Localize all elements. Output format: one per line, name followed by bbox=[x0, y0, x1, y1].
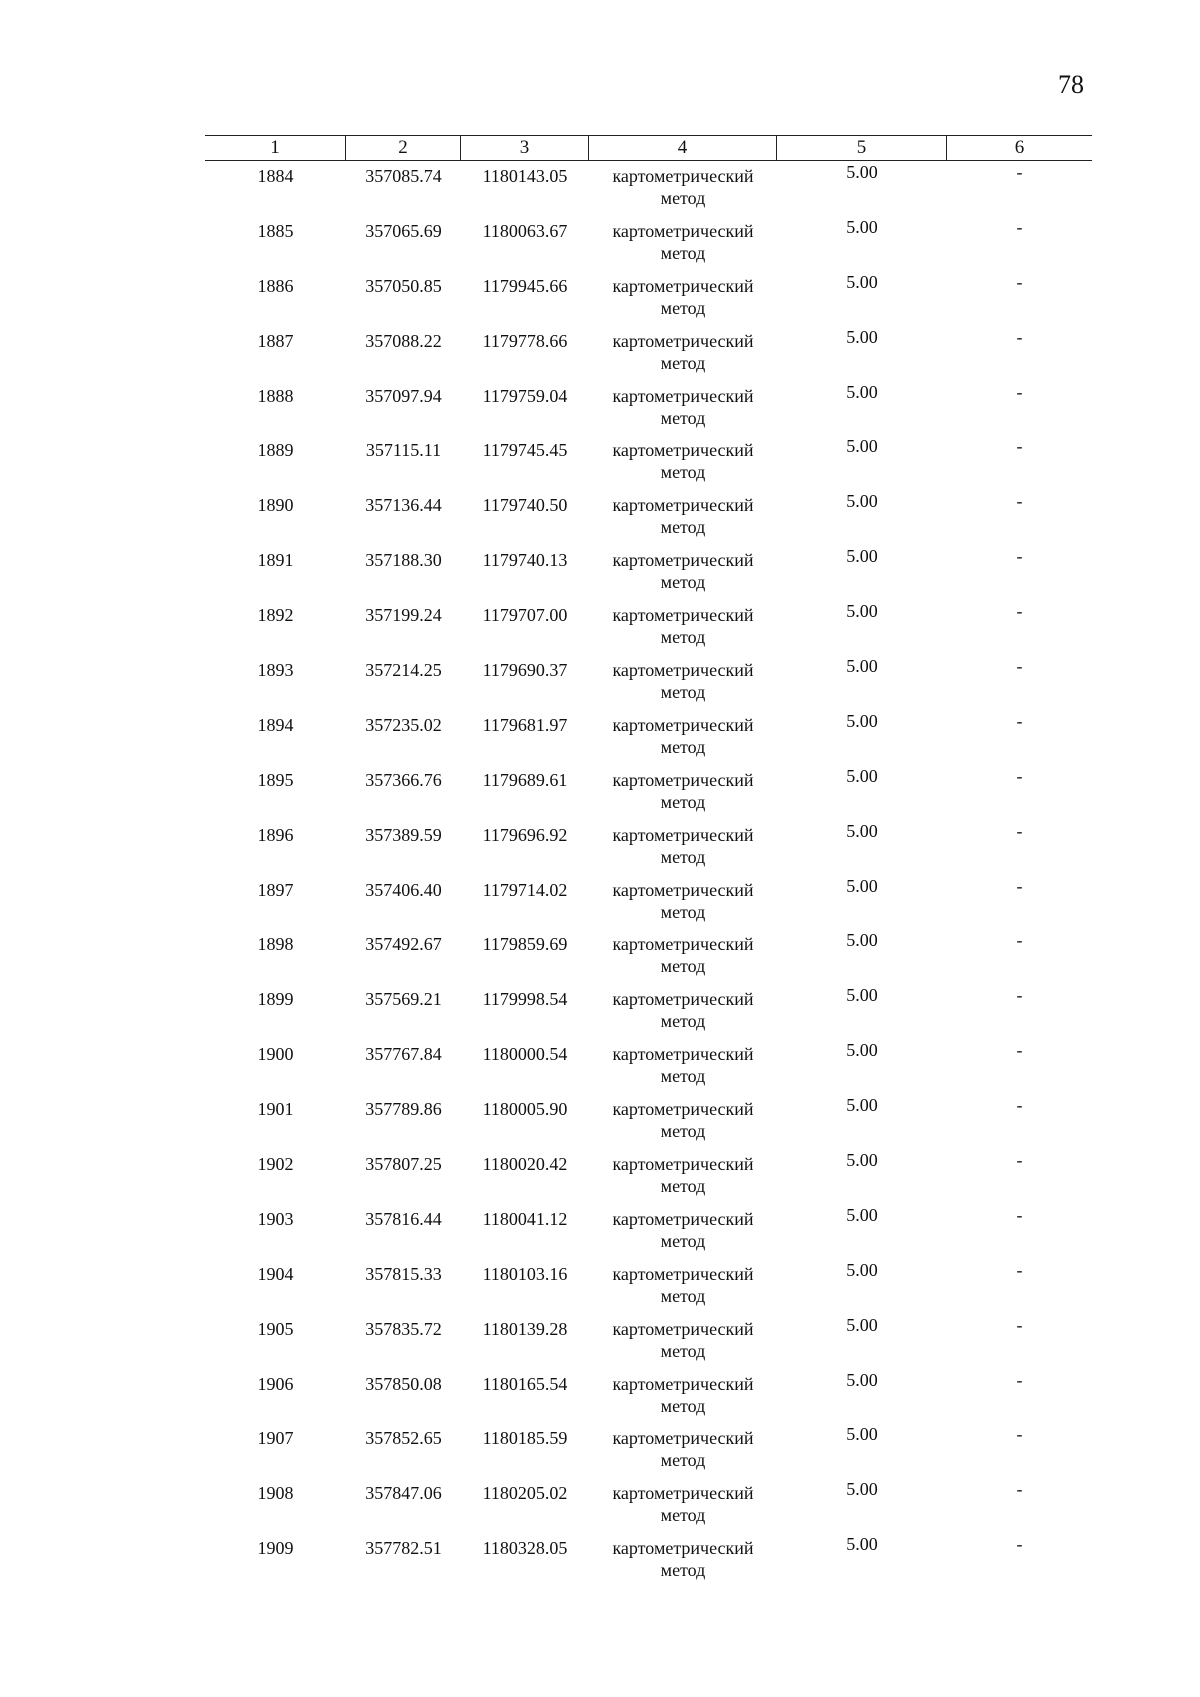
header-cell-5: 5 bbox=[777, 136, 947, 160]
method-line-2: метод bbox=[660, 242, 706, 263]
method-line-2: метод bbox=[660, 297, 706, 318]
point-number-cell: 1888 bbox=[257, 385, 294, 406]
point-number-cell: 1897 bbox=[257, 879, 294, 900]
method-cell bbox=[589, 1478, 777, 1533]
x-coordinate-cell: 357782.51 bbox=[365, 1538, 442, 1559]
page-number: 78 bbox=[1058, 70, 1084, 99]
method-cell bbox=[589, 1314, 777, 1369]
method-line-2: метод bbox=[660, 1066, 706, 1087]
method-line-1: картометрический bbox=[612, 824, 754, 845]
y-coordinate-cell: 1179690.37 bbox=[482, 660, 568, 681]
accuracy-cell: 5.00 bbox=[846, 1534, 878, 1555]
accuracy-cell: 5.00 bbox=[846, 326, 878, 347]
method-cell bbox=[589, 545, 777, 600]
method-line-2: метод bbox=[660, 682, 706, 703]
table-row bbox=[205, 875, 1092, 930]
y-coordinate-cell: 1179759.04 bbox=[482, 385, 568, 406]
point-number-cell: 1895 bbox=[257, 769, 294, 790]
note-cell: - bbox=[1016, 1314, 1023, 1335]
point-number-cell: 1909 bbox=[257, 1538, 294, 1559]
x-coordinate-cell: 357835.72 bbox=[365, 1318, 442, 1339]
y-coordinate-cell: 1180139.28 bbox=[482, 1318, 568, 1339]
note-cell: - bbox=[1016, 381, 1023, 402]
point-number-cell: 1907 bbox=[257, 1428, 294, 1449]
accuracy-cell: 5.00 bbox=[846, 1424, 878, 1445]
method-cell bbox=[589, 765, 777, 820]
method-cell bbox=[589, 1369, 777, 1424]
accuracy-cell: 5.00 bbox=[846, 601, 878, 622]
method-cell bbox=[589, 435, 777, 490]
method-line-2: метод bbox=[660, 1395, 706, 1416]
method-line-2: метод bbox=[660, 1560, 706, 1581]
method-line-2: метод bbox=[660, 188, 706, 208]
point-number-cell: 1902 bbox=[257, 1154, 294, 1175]
x-coordinate-cell: 357366.76 bbox=[365, 769, 442, 790]
header-cell-4: 4 bbox=[589, 136, 777, 160]
x-coordinate-cell: 357085.74 bbox=[365, 166, 442, 186]
note-cell: - bbox=[1016, 985, 1023, 1006]
note-cell: - bbox=[1016, 820, 1023, 841]
x-coordinate-cell: 357847.06 bbox=[365, 1483, 442, 1504]
y-coordinate-cell: 1180205.02 bbox=[482, 1483, 568, 1504]
method-line-1: картометрический bbox=[612, 1208, 754, 1229]
x-coordinate-cell: 357569.21 bbox=[365, 989, 442, 1010]
method-cell bbox=[589, 875, 777, 930]
x-coordinate-cell: 357214.25 bbox=[365, 660, 442, 681]
method-line-1: картометрический bbox=[612, 989, 754, 1010]
method-line-1: картометрический bbox=[612, 166, 754, 186]
y-coordinate-cell: 1180000.54 bbox=[482, 1044, 568, 1065]
method-line-1: картометрический bbox=[612, 1538, 754, 1559]
table-row bbox=[205, 984, 1092, 1039]
method-line-2: метод bbox=[660, 572, 706, 593]
method-line-1: картометрический bbox=[612, 220, 754, 241]
accuracy-cell: 5.00 bbox=[846, 1150, 878, 1171]
method-line-2: метод bbox=[660, 462, 706, 483]
method-line-2: метод bbox=[660, 1340, 706, 1361]
note-cell: - bbox=[1016, 1204, 1023, 1225]
accuracy-cell: 5.00 bbox=[846, 436, 878, 457]
x-coordinate-cell: 357807.25 bbox=[365, 1154, 442, 1175]
header-cell-1: 1 bbox=[205, 136, 346, 160]
method-line-2: метод bbox=[660, 407, 706, 428]
point-number-cell: 1905 bbox=[257, 1318, 294, 1339]
accuracy-cell: 5.00 bbox=[846, 271, 878, 292]
table-header bbox=[205, 135, 1092, 161]
note-cell: - bbox=[1016, 710, 1023, 731]
method-cell bbox=[589, 1423, 777, 1478]
table-row bbox=[205, 655, 1092, 710]
method-line-1: картометрический bbox=[612, 1428, 754, 1449]
y-coordinate-cell: 1180165.54 bbox=[482, 1373, 568, 1394]
point-number-cell: 1889 bbox=[257, 440, 294, 461]
point-number-cell: 1900 bbox=[257, 1044, 294, 1065]
note-cell: - bbox=[1016, 930, 1023, 951]
table-row bbox=[205, 765, 1092, 820]
point-number-cell: 1891 bbox=[257, 550, 294, 571]
method-line-1: картометрический bbox=[612, 330, 754, 351]
table-row bbox=[205, 1314, 1092, 1369]
method-line-2: метод bbox=[660, 901, 706, 922]
x-coordinate-cell: 357188.30 bbox=[365, 550, 442, 571]
point-number-cell: 1899 bbox=[257, 989, 294, 1010]
method-line-2: метод bbox=[660, 846, 706, 867]
note-cell: - bbox=[1016, 326, 1023, 347]
method-cell bbox=[589, 271, 777, 326]
method-cell bbox=[589, 381, 777, 436]
point-number-cell: 1908 bbox=[257, 1483, 294, 1504]
note-cell: - bbox=[1016, 271, 1023, 292]
accuracy-cell: 5.00 bbox=[846, 216, 878, 237]
accuracy-cell: 5.00 bbox=[846, 875, 878, 896]
method-line-1: картометрический bbox=[612, 385, 754, 406]
method-line-1: картометрический bbox=[612, 1373, 754, 1394]
method-line-1: картометрический bbox=[612, 714, 754, 735]
note-cell: - bbox=[1016, 1479, 1023, 1500]
table-row bbox=[205, 1478, 1092, 1533]
method-line-1: картометрический bbox=[612, 605, 754, 626]
method-cell bbox=[589, 1094, 777, 1149]
accuracy-cell: 5.00 bbox=[846, 1040, 878, 1061]
table-row bbox=[205, 435, 1092, 490]
accuracy-cell: 5.00 bbox=[846, 1259, 878, 1280]
point-number-cell: 1904 bbox=[257, 1263, 294, 1284]
table-row bbox=[205, 1039, 1092, 1094]
x-coordinate-cell: 357050.85 bbox=[365, 275, 442, 296]
x-coordinate-cell: 357389.59 bbox=[365, 824, 442, 845]
method-line-2: метод bbox=[660, 1230, 706, 1251]
y-coordinate-cell: 1179945.66 bbox=[482, 275, 568, 296]
method-cell bbox=[589, 820, 777, 875]
method-cell bbox=[589, 600, 777, 655]
x-coordinate-cell: 357199.24 bbox=[365, 605, 442, 626]
accuracy-cell: 5.00 bbox=[846, 491, 878, 512]
y-coordinate-cell: 1179681.97 bbox=[482, 714, 568, 735]
note-cell: - bbox=[1016, 1259, 1023, 1280]
accuracy-cell: 5.00 bbox=[846, 656, 878, 677]
y-coordinate-cell: 1179745.45 bbox=[482, 440, 568, 461]
y-coordinate-cell: 1179859.69 bbox=[482, 934, 568, 955]
method-line-1: картометрический bbox=[612, 660, 754, 681]
x-coordinate-cell: 357235.02 bbox=[365, 714, 442, 735]
table-row bbox=[205, 1369, 1092, 1424]
table-row bbox=[205, 1423, 1092, 1478]
x-coordinate-cell: 357065.69 bbox=[365, 220, 442, 241]
point-number-cell: 1906 bbox=[257, 1373, 294, 1394]
accuracy-cell: 5.00 bbox=[846, 1314, 878, 1335]
note-cell: - bbox=[1016, 162, 1023, 182]
method-line-2: метод bbox=[660, 627, 706, 648]
method-line-2: метод bbox=[660, 517, 706, 538]
method-line-2: метод bbox=[660, 791, 706, 812]
note-cell: - bbox=[1016, 216, 1023, 237]
point-number-cell: 1898 bbox=[257, 934, 294, 955]
note-cell: - bbox=[1016, 1150, 1023, 1171]
method-cell bbox=[589, 161, 777, 216]
note-cell: - bbox=[1016, 1095, 1023, 1116]
x-coordinate-cell: 357816.44 bbox=[365, 1208, 442, 1229]
method-line-1: картометрический bbox=[612, 495, 754, 516]
y-coordinate-cell: 1179778.66 bbox=[482, 330, 568, 351]
accuracy-cell: 5.00 bbox=[846, 1369, 878, 1390]
method-line-1: картометрический bbox=[612, 879, 754, 900]
point-number-cell: 1884 bbox=[257, 166, 294, 186]
method-cell bbox=[589, 1204, 777, 1259]
x-coordinate-cell: 357850.08 bbox=[365, 1373, 442, 1394]
table-row bbox=[205, 271, 1092, 326]
accuracy-cell: 5.00 bbox=[846, 765, 878, 786]
method-line-1: картометрический bbox=[612, 1154, 754, 1175]
header-cell-6: 6 bbox=[1014, 137, 1025, 158]
y-coordinate-cell: 1180185.59 bbox=[482, 1428, 568, 1449]
table-row bbox=[205, 710, 1092, 765]
x-coordinate-cell: 357767.84 bbox=[365, 1044, 442, 1065]
method-line-1: картометрический bbox=[612, 934, 754, 955]
table-row bbox=[205, 545, 1092, 600]
table-row bbox=[205, 1094, 1092, 1149]
method-line-1: картометрический bbox=[612, 1044, 754, 1065]
method-line-2: метод bbox=[660, 1285, 706, 1306]
method-line-1: картометрический bbox=[612, 550, 754, 571]
table-row bbox=[205, 326, 1092, 381]
point-number-cell: 1890 bbox=[257, 495, 294, 516]
method-line-1: картометрический bbox=[612, 1318, 754, 1339]
method-line-1: картометрический bbox=[612, 275, 754, 296]
y-coordinate-cell: 1179740.50 bbox=[482, 495, 568, 516]
note-cell: - bbox=[1016, 436, 1023, 457]
table-row bbox=[205, 161, 1092, 216]
x-coordinate-cell: 357815.33 bbox=[365, 1263, 442, 1284]
accuracy-cell: 5.00 bbox=[846, 546, 878, 567]
y-coordinate-cell: 1180143.05 bbox=[482, 166, 568, 186]
x-coordinate-cell: 357789.86 bbox=[365, 1099, 442, 1120]
accuracy-cell: 5.00 bbox=[846, 1095, 878, 1116]
note-cell: - bbox=[1016, 875, 1023, 896]
method-line-1: картометрический bbox=[612, 769, 754, 790]
table-row bbox=[205, 216, 1092, 271]
table-row bbox=[205, 1533, 1092, 1588]
method-line-2: метод bbox=[660, 352, 706, 373]
point-number-cell: 1896 bbox=[257, 824, 294, 845]
y-coordinate-cell: 1179740.13 bbox=[482, 550, 568, 571]
point-number-cell: 1901 bbox=[257, 1099, 294, 1120]
note-cell: - bbox=[1016, 765, 1023, 786]
header-cell-2: 2 bbox=[346, 136, 461, 160]
point-number-cell: 1893 bbox=[257, 660, 294, 681]
y-coordinate-cell: 1179714.02 bbox=[482, 879, 568, 900]
accuracy-cell: 5.00 bbox=[846, 930, 878, 951]
note-cell: - bbox=[1016, 1424, 1023, 1445]
accuracy-cell: 5.00 bbox=[846, 162, 878, 182]
method-cell bbox=[589, 1039, 777, 1094]
method-line-2: метод bbox=[660, 1121, 706, 1142]
point-number-cell: 1885 bbox=[257, 220, 294, 241]
header-cell-3: 3 bbox=[461, 136, 589, 160]
x-coordinate-cell: 357406.40 bbox=[365, 879, 442, 900]
x-coordinate-cell: 357136.44 bbox=[365, 495, 442, 516]
note-cell: - bbox=[1016, 546, 1023, 567]
point-number-cell: 1903 bbox=[257, 1208, 294, 1229]
point-number-cell: 1892 bbox=[257, 605, 294, 626]
method-line-2: метод bbox=[660, 1011, 706, 1032]
method-cell bbox=[589, 655, 777, 710]
method-cell bbox=[589, 1259, 777, 1314]
method-cell bbox=[589, 1149, 777, 1204]
table-row bbox=[205, 600, 1092, 655]
y-coordinate-cell: 1180005.90 bbox=[482, 1099, 568, 1120]
y-coordinate-cell: 1179998.54 bbox=[482, 989, 568, 1010]
accuracy-cell: 5.00 bbox=[846, 1204, 878, 1225]
method-cell bbox=[589, 1533, 777, 1588]
method-cell bbox=[589, 929, 777, 984]
method-cell bbox=[589, 326, 777, 381]
accuracy-cell: 5.00 bbox=[846, 381, 878, 402]
note-cell: - bbox=[1016, 491, 1023, 512]
table-row bbox=[205, 1259, 1092, 1314]
method-line-2: метод bbox=[660, 956, 706, 977]
x-coordinate-cell: 357852.65 bbox=[365, 1428, 442, 1449]
note-cell: - bbox=[1016, 656, 1023, 677]
y-coordinate-cell: 1179689.61 bbox=[482, 769, 568, 790]
x-coordinate-cell: 357097.94 bbox=[365, 385, 442, 406]
x-coordinate-cell: 357088.22 bbox=[365, 330, 442, 351]
point-number-cell: 1887 bbox=[257, 330, 294, 351]
table-body bbox=[205, 161, 1092, 1588]
table-row bbox=[205, 820, 1092, 875]
x-coordinate-cell: 357115.11 bbox=[365, 440, 442, 461]
method-cell bbox=[589, 710, 777, 765]
table-row bbox=[205, 490, 1092, 545]
method-line-1: картометрический bbox=[612, 1263, 754, 1284]
accuracy-cell: 5.00 bbox=[846, 820, 878, 841]
accuracy-cell: 5.00 bbox=[846, 710, 878, 731]
method-line-2: метод bbox=[660, 736, 706, 757]
coordinates-table bbox=[205, 135, 1092, 1588]
y-coordinate-cell: 1180328.05 bbox=[482, 1538, 568, 1559]
y-coordinate-cell: 1180041.12 bbox=[482, 1208, 568, 1229]
point-number-cell: 1894 bbox=[257, 714, 294, 735]
method-line-1: картометрический bbox=[612, 1099, 754, 1120]
y-coordinate-cell: 1180063.67 bbox=[482, 220, 568, 241]
accuracy-cell: 5.00 bbox=[846, 1479, 878, 1500]
method-line-2: метод bbox=[660, 1450, 706, 1471]
note-cell: - bbox=[1016, 1040, 1023, 1061]
point-number-cell: 1886 bbox=[257, 275, 294, 296]
y-coordinate-cell: 1179696.92 bbox=[482, 824, 568, 845]
method-cell bbox=[589, 984, 777, 1039]
method-line-1: картометрический bbox=[612, 1483, 754, 1504]
method-line-2: метод bbox=[660, 1505, 706, 1526]
note-cell: - bbox=[1016, 601, 1023, 622]
table-row bbox=[205, 1204, 1092, 1259]
y-coordinate-cell: 1180103.16 bbox=[482, 1263, 568, 1284]
table-row bbox=[205, 381, 1092, 436]
method-line-2: метод bbox=[660, 1176, 706, 1197]
y-coordinate-cell: 1180020.42 bbox=[482, 1154, 568, 1175]
y-coordinate-cell: 1179707.00 bbox=[482, 605, 568, 626]
table-row bbox=[205, 1149, 1092, 1204]
note-cell: - bbox=[1016, 1369, 1023, 1390]
method-cell bbox=[589, 490, 777, 545]
note-cell: - bbox=[1016, 1534, 1023, 1555]
x-coordinate-cell: 357492.67 bbox=[365, 934, 442, 955]
table-row bbox=[205, 929, 1092, 984]
accuracy-cell: 5.00 bbox=[846, 985, 878, 1006]
method-line-1: картометрический bbox=[612, 440, 754, 461]
method-cell bbox=[589, 216, 777, 271]
